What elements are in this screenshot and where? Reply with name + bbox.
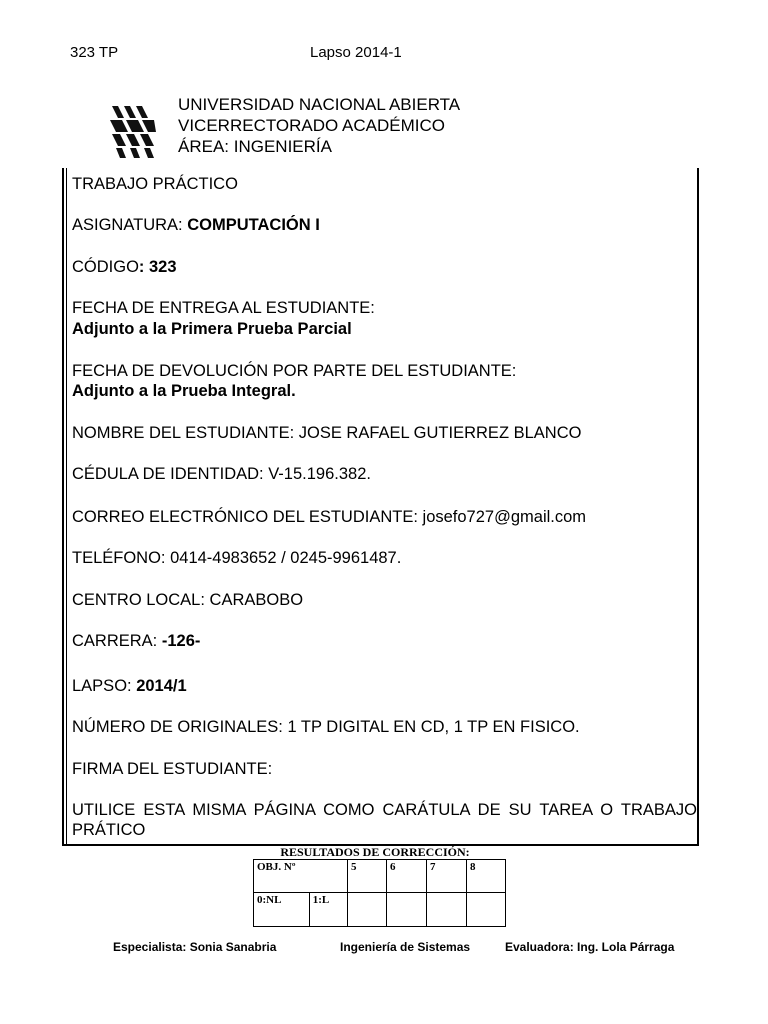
firma-estudiante: FIRMA DEL ESTUDIANTE: bbox=[72, 760, 273, 778]
obj-cell: 8 bbox=[467, 860, 506, 893]
frame-left-inner-border bbox=[66, 168, 67, 846]
university-name: UNIVERSIDAD NACIONAL ABIERTA bbox=[178, 95, 461, 114]
footer-carrera: Ingeniería de Sistemas bbox=[340, 940, 471, 954]
carrera-label: CARRERA: bbox=[72, 632, 162, 650]
vicerrectorado: VICERRECTORADO ACADÉMICO bbox=[178, 116, 446, 135]
area: ÁREA: INGENIERÍA bbox=[178, 137, 332, 156]
trabajo-practico: TRABAJO PRÁCTICO bbox=[72, 175, 238, 193]
frame-left-border bbox=[62, 168, 64, 846]
correo-label: CORREO ELECTRÓNICO DEL ESTUDIANTE: bbox=[72, 508, 423, 526]
carrera-field bbox=[72, 631, 200, 651]
footer-especialista: Especialista: Sonia Sanabria bbox=[113, 940, 277, 954]
frame-right-border bbox=[697, 168, 699, 846]
nl-cell: 0:NL bbox=[254, 893, 310, 927]
centro-local: CENTRO LOCAL: CARABOBO bbox=[72, 591, 304, 609]
asignatura-value: COMPUTACIÓN I bbox=[187, 216, 320, 234]
cedula-identidad: CÉDULA DE IDENTIDAD: V-15.196.382. bbox=[72, 465, 371, 483]
obj-cell: 6 bbox=[387, 860, 427, 893]
utilice-instruction: UTILICE ESTA MISMA PÁGINA COMO CARÁTULA DE SU TAREA O TRABAJO PRÁTICO bbox=[72, 801, 697, 839]
fecha-devolucion-value: Adjunto a la Prueba Integral. bbox=[72, 382, 296, 400]
grade-cell bbox=[467, 893, 506, 927]
telefono: TELÉFONO: 0414-4983652 / 0245-9961487. bbox=[72, 549, 402, 567]
fecha-entrega-label: FECHA DE ENTREGA AL ESTUDIANTE: bbox=[72, 299, 375, 317]
obj-cell: 7 bbox=[427, 860, 467, 893]
results-row-grades bbox=[254, 893, 506, 927]
obj-label-cell: OBJ. Nº bbox=[254, 860, 348, 893]
codigo-value: : 323 bbox=[138, 258, 177, 276]
carrera-value: -126- bbox=[161, 632, 201, 650]
numero-originales: NÚMERO DE ORIGINALES: 1 TP DIGITAL EN CD, 1 TP EN FISICO. bbox=[72, 718, 580, 736]
grade-cell bbox=[427, 893, 467, 927]
l-cell: 1:L bbox=[309, 893, 347, 927]
asignatura-label: ASIGNATURA: bbox=[72, 216, 188, 234]
header-course-code: 323 TP bbox=[70, 44, 119, 61]
university-heading bbox=[178, 94, 460, 157]
results-title: RESULTADOS DE CORRECCIÓN: bbox=[280, 845, 470, 859]
correo-value: josefo727@gmail.com bbox=[422, 508, 587, 526]
lapso-label: LAPSO: bbox=[72, 677, 137, 695]
fecha-entrega-value: Adjunto a la Primera Prueba Parcial bbox=[72, 320, 352, 338]
footer-evaluadora: Evaluadora: Ing. Lola Párraga bbox=[505, 940, 675, 954]
correo-field bbox=[72, 507, 586, 527]
header-lapso: Lapso 2014-1 bbox=[310, 44, 402, 61]
obj-cell: 5 bbox=[348, 860, 387, 893]
fecha-devolucion-label: FECHA DE DEVOLUCIÓN POR PARTE DEL ESTUDIANTE: bbox=[72, 362, 517, 380]
results-row-objectives bbox=[254, 860, 506, 893]
lapso-field bbox=[72, 676, 187, 696]
grade-cell bbox=[348, 893, 387, 927]
grade-cell bbox=[387, 893, 427, 927]
una-logo-icon bbox=[108, 104, 158, 160]
lapso-value: 2014/1 bbox=[136, 677, 187, 695]
codigo-field bbox=[72, 257, 177, 277]
codigo-label: CÓDIGO bbox=[72, 258, 139, 276]
results-table bbox=[253, 859, 506, 927]
asignatura-field bbox=[72, 215, 320, 235]
nombre-estudiante: NOMBRE DEL ESTUDIANTE: JOSE RAFAEL GUTIERREZ BLANCO bbox=[72, 424, 582, 442]
